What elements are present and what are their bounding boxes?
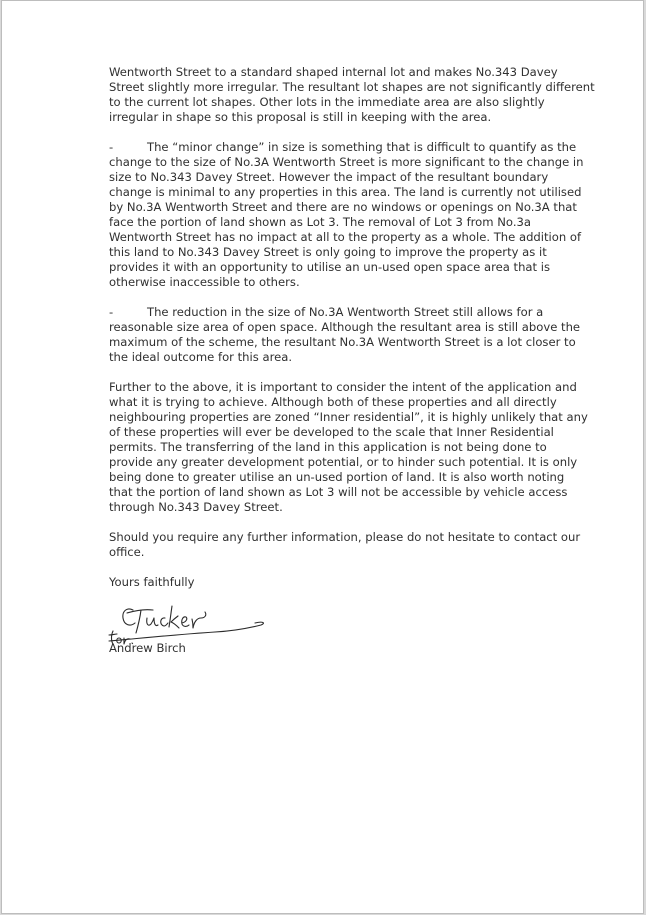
text-line <box>109 305 583 320</box>
text-line: to the current lot shapes. Other lots in the immediate area are also slightly <box>109 95 545 109</box>
text-line: Should you require any further information, please do not hesitate to contact our <box>109 530 581 544</box>
paragraph-lot-shapes <box>109 65 595 125</box>
bullet-dash: - <box>109 305 114 319</box>
text-line: the ideal outcome for this area. <box>109 350 293 364</box>
bullet-dash: - <box>109 140 114 154</box>
text-line: provide any greater development potential, or to hinder such potential. It is only <box>109 455 578 469</box>
letter-body <box>109 65 595 661</box>
text-line: of these properties will ever be developed to the scale that Inner Residential <box>109 425 554 439</box>
text-line: neighbouring properties are zoned “Inner residential”, it is highly unlikely that any <box>109 410 588 424</box>
text-line: by No.3A Wentworth Street and there are no windows or openings on No.3A that <box>109 200 577 214</box>
text-line <box>109 140 583 155</box>
text-line: Further to the above, it is important to consider the intent of the application and <box>109 380 577 394</box>
text-line: change to the size of No.3A Wentworth Street is more significant to the change in <box>109 155 584 169</box>
text-line: that the portion of land shown as Lot 3 will not be accessible by vehicle access <box>109 485 568 499</box>
text-line: through No.343 Davey Street. <box>109 500 283 514</box>
closing-salutation: Yours faithfully <box>109 575 195 589</box>
signatory-name: Andrew Birch <box>109 641 186 655</box>
text-line: this land to No.343 Davey Street is only going to improve the property as it <box>109 245 547 259</box>
text-line: change is minimal to any properties in this area. The land is currently not utilised <box>109 185 582 199</box>
bullet-reduction-size <box>109 305 583 365</box>
text-line: maximum of the scheme, the resultant No.3A Wentworth Street is a lot closer to <box>109 335 576 349</box>
text-line: permits. The transferring of the land in this application is not being done to <box>109 440 547 454</box>
text-line: size to No.343 Davey Street. However the impact of the resultant boundary <box>109 170 549 184</box>
text-line: reasonable size area of open space. Although the resultant area is still above the <box>109 320 581 334</box>
text-line: provides it with an opportunity to utilise an un-used open space area that is <box>109 260 551 274</box>
letter-page <box>2 1 643 913</box>
text-line: irregular in shape so this proposal is still in keeping with the area. <box>109 110 492 124</box>
text-line: Wentworth Street to a standard shaped internal lot and makes No.343 Davey <box>109 65 558 79</box>
text-line: being done to greater utilise an un-used portion of land. It is also worth noting <box>109 470 565 484</box>
text-line-content: The “minor change” in size is something that is difficult to quantify as the <box>147 140 577 154</box>
paragraph-intent <box>109 380 588 515</box>
text-line: face the portion of land shown as Lot 3. The removal of Lot 3 from No.3a <box>109 215 531 229</box>
paragraph-contact <box>109 530 583 560</box>
text-line-content: The reduction in the size of No.3A Wentworth Street still allows for a <box>147 305 544 319</box>
text-line: otherwise inaccessible to others. <box>109 275 300 289</box>
text-line: Street slightly more irregular. The resultant lot shapes are not significantly different <box>109 80 595 94</box>
text-line: Wentworth Street has no impact at all to the property as a whole. The addition of <box>109 230 582 244</box>
text-line: what it is trying to achieve. Although both of these properties and all directly <box>109 395 557 409</box>
signature-block <box>109 603 583 661</box>
text-line: office. <box>109 545 145 559</box>
bullet-minor-change <box>109 140 583 290</box>
